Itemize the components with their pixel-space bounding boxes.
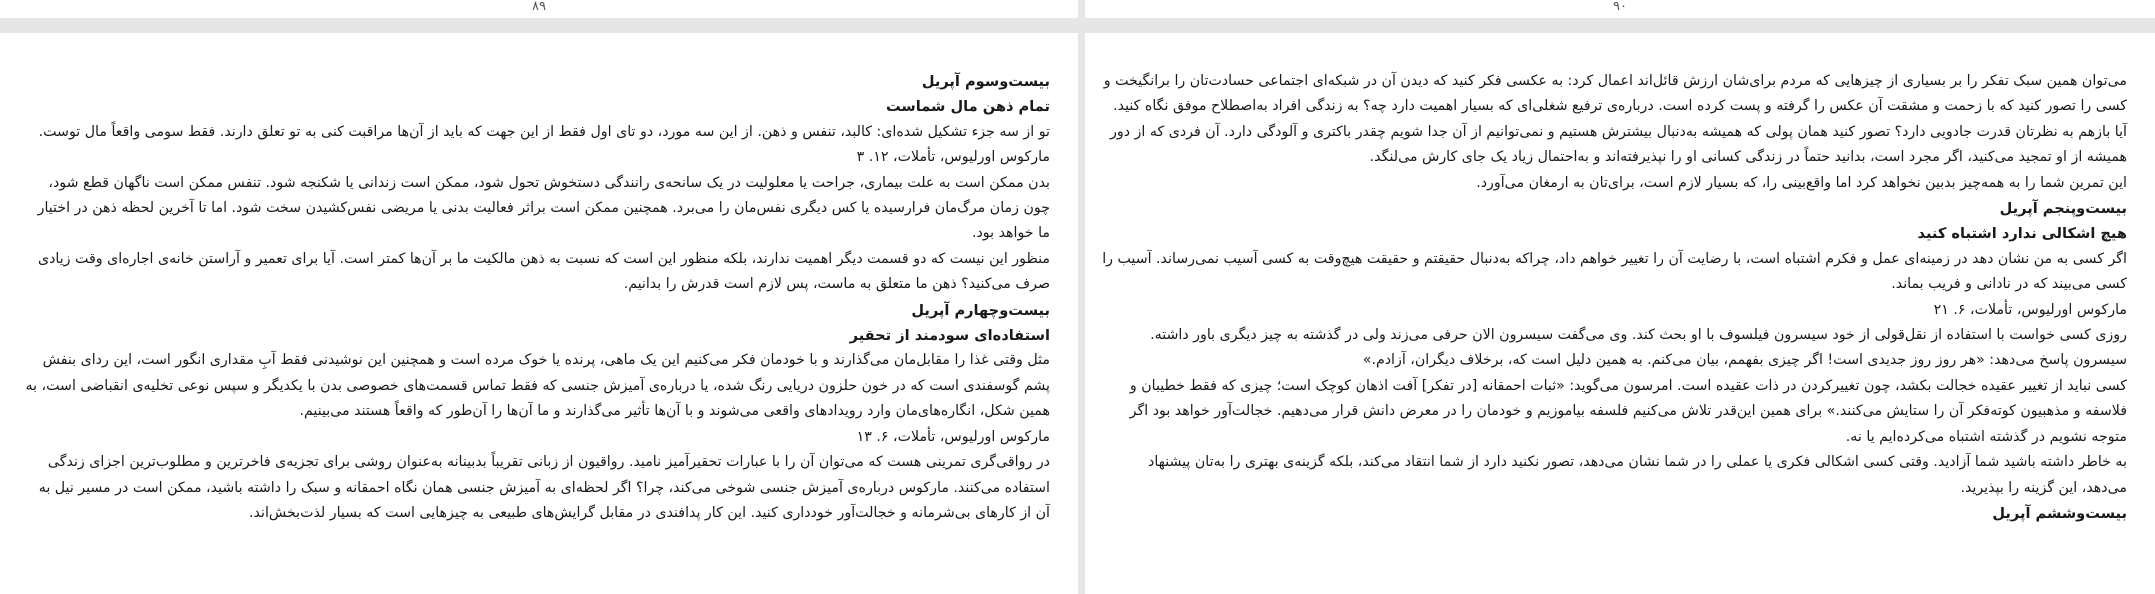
entry-quote: اگر کسی به من نشان دهد در زمینه‌ای عمل و فکرم اشتباه است، با رضایت آن را تغییر خواهم داد، چراکه به‌دنبال حقیقتم و حقیقت هیچ‌وقت به کسی آسیب نمی‌رساند. آسیب را کسی می‌بیند که در نادانی و فریب بماند. xyxy=(1102,250,2127,293)
entry-source: مارکوس اورلیوس، تأملات، ۶. ۲۱ xyxy=(1933,301,2127,318)
entry-date-heading: بیست‌وششم آپریل xyxy=(1992,504,2127,522)
right-page-content xyxy=(1085,33,2155,526)
entry-paragraph: روزی کسی خواست با استفاده از نقل‌قولی از خود سیسرون فیلسوف با او بحث کند. وی می‌گفت سیسرون الان حرفی می‌زند ولی در گذشته به چیز دیگری باور داشته. سیسرون پاسخ می‌دهد: «هر روز روز جدیدی است! اگر چیزی بفهمم، بیان می‌کنم. به همین دلیل است که، برخلاف دیگران، آزادم.» xyxy=(1150,327,2127,369)
entry-quote: مثل وقتی غذا را مقابل‌مان می‌گذارند و با خودمان فکر می‌کنیم این یک ماهی، پرنده یا خوک مرده است و همچنین این نوشیدنی فقط آبِ مقداری انگور است، این ردای بنفش پشم گوسفندی است که در خون حلزون دریایی رنگ شده، یا درباره‌ی آمیزش جنسی که فقط تماس قسمت‌های خصوصی بدن با یکدیگر و سپس نوعی تخلیه‌ی انقباضی است، به همین شکل، انگاره‌های‌مان وارد رویدادهای واقعی می‌شوند و با آن‌ها تأثیر می‌گذارند و ما آن‌ها را آن‌طور که واقعاً هستند می‌بینیم. xyxy=(25,352,1050,420)
entry-paragraph: می‌توان همین سبک تفکر را بر بسیاری از چیزهایی که مردم برای‌شان ارزش قائل‌اند اعمال کرد: به عکسی فکر کنید که دیدن آن در شبکه‌ای اجتماعی حسادت‌تان را برانگیخت و کسی را تصور کنید که با زحمت و مشقت آن عکس را گرفته و پست کرده است. درباره‌ی ترفیع شغلی‌ای که بسیار اهمیت دارد چه؟ به زندگی افراد به‌اصطلاح موفق نگاه کنید. آیا بازهم به نظرتان قدرت جادویی دارد؟ تصور کنید همان پولی که همیشه به‌دنبال بیشترش هستیم و نمی‌توانیم از آن جدا شویم چقدر باکتری و آلودگی دارد. آن فردی که از دور همیشه از او تمجید می‌کنید، اگر مجرد است، بدانید حتماً در زندگی کسانی او را نپذیرفته‌اند و به‌احتمال زیاد یک جای کارش می‌لنگد. xyxy=(1103,73,2127,166)
page-number-left: ۸۹ xyxy=(532,0,546,14)
entry-title: هیچ اشکالی ندارد اشتباه کنید xyxy=(1917,225,2127,243)
right-page xyxy=(1085,33,2155,594)
entry-paragraph: به خاطر داشته باشید شما آزادید. وقتی کسی اشکالی فکری یا عملی را در شما نشان می‌دهد، تصور نکنید دارد از شما انتقاد می‌کند، بلکه گزینه‌ی بهتری را به‌تان پیشنهاد می‌دهد، این گزینه را بپذیرید. xyxy=(1148,454,2127,496)
entry-date-heading: بیست‌وچهارم آپریل xyxy=(911,301,1050,319)
entry-source: مارکوس اورلیوس، تأملات، ۱۲. ۳ xyxy=(856,149,1050,166)
left-page-top-strip xyxy=(0,0,1078,18)
entry-paragraph: بدن ممکن است به علت بیماری، جراحت یا معلولیت در یک سانحه‌ی رانندگی دستخوش تحول شود، ممکن است زندانی یا شکنجه شود. تنفس ممکن است ناگهان قطع شود، چون زمان مرگ‌مان فرارسیده یا کس دیگری نفس‌مان را می‌برد. همچنین ممکن است براثر فعالیت بدنی یا مریضی نفس‌کشیدن سخت شود. اما تا آخرین لحظه ذهن در اختیار ما خواهد بود. xyxy=(37,174,1050,242)
entry-paragraph: در رواقی‌گری تمرینی هست که می‌توان آن را با عبارات تحقیرآمیز نامید. رواقیون از زبانی تقریباً بدبینانه به‌عنوان روشی برای تجزیه‌ی فاخرترین و مطلوب‌ترین اجزای زندگی استفاده می‌کنند. مارکوس درباره‌ی آمیزش جنسی شوخی می‌کند، چرا؟ اگر لحظه‌ای به آمیزش جنسی همان نگاه احمقانه و سبک را داشته باشید، ممکن است در مسیر نیل به آن از کارهای بی‌شرمانه و خجالت‌آور خودداری کنید. این کار پدافندی در مقابل گرایش‌های طبیعی به چیزهایی است که بسیار لذت‌بخش‌اند. xyxy=(38,454,1050,521)
right-page-top-strip xyxy=(1085,0,2155,18)
page-number-right: ۹۰ xyxy=(1613,0,1627,14)
entry-title: تمام ذهن مال شماست xyxy=(885,98,1050,116)
entry-date-heading: بیست‌وسوم آپریل xyxy=(921,73,1050,90)
left-page xyxy=(0,33,1078,594)
entry-paragraph: منظور این نیست که دو قسمت دیگر اهمیت ندارند، بلکه منظور این است که نسبت به ذهن مالکیت ما بر آن‌ها کمتر است. آیا برای تعمیر و آراستن خانه‌ی اجاره‌ای وقت زیادی صرف می‌کنید؟ ذهن ما متعلق به ماست، پس لازم است قدرش را بدانیم. xyxy=(37,250,1050,293)
entry-date-heading: بیست‌وپنجم آپریل xyxy=(1999,200,2127,218)
left-page-content xyxy=(0,33,1078,526)
entry-title: استفاده‌ای سودمند از تحقیر xyxy=(849,327,1050,345)
entry-quote: تو از سه جزء تشکیل شده‌ای: کالبد، تنفس و ذهن. از این سه مورد، دو تای اول فقط از این جهت که باید از آن‌ها مراقبت کنی به تو تعلق دارند. فقط سومی واقعاً مال توست. xyxy=(38,123,1050,140)
entry-paragraph: کسی نباید از تغییر عقیده خجالت بکشد، چون تغییرکردن در ذات عقیده است. امرسون می‌گوید: «ثبات احمقانه [در تفکر] آفت اذهان کوچک است؛ چیزی که فقط خطیبان و فلاسفه و مذهبیون کوته‌فکر آن را ستایش می‌کنند.» برای همین این‌قدر تلاش می‌کنیم فلسفه بیاموزیم و خودمان را در معرض دانش قرار می‌دهیم. خجالت‌آور خواهد بود اگر متوجه نشویم در گذشته اشتباه می‌کرده‌ایم یا نه. xyxy=(1129,377,2127,445)
entry-source: مارکوس اورلیوس، تأملات، ۶. ۱۳ xyxy=(856,428,1050,445)
entry-paragraph: این تمرین شما را به همه‌چیز بدبین نخواهد کرد اما واقع‌بینی را، که بسیار لازم است، برای‌تان به ارمغان می‌آورد. xyxy=(1476,174,2127,191)
